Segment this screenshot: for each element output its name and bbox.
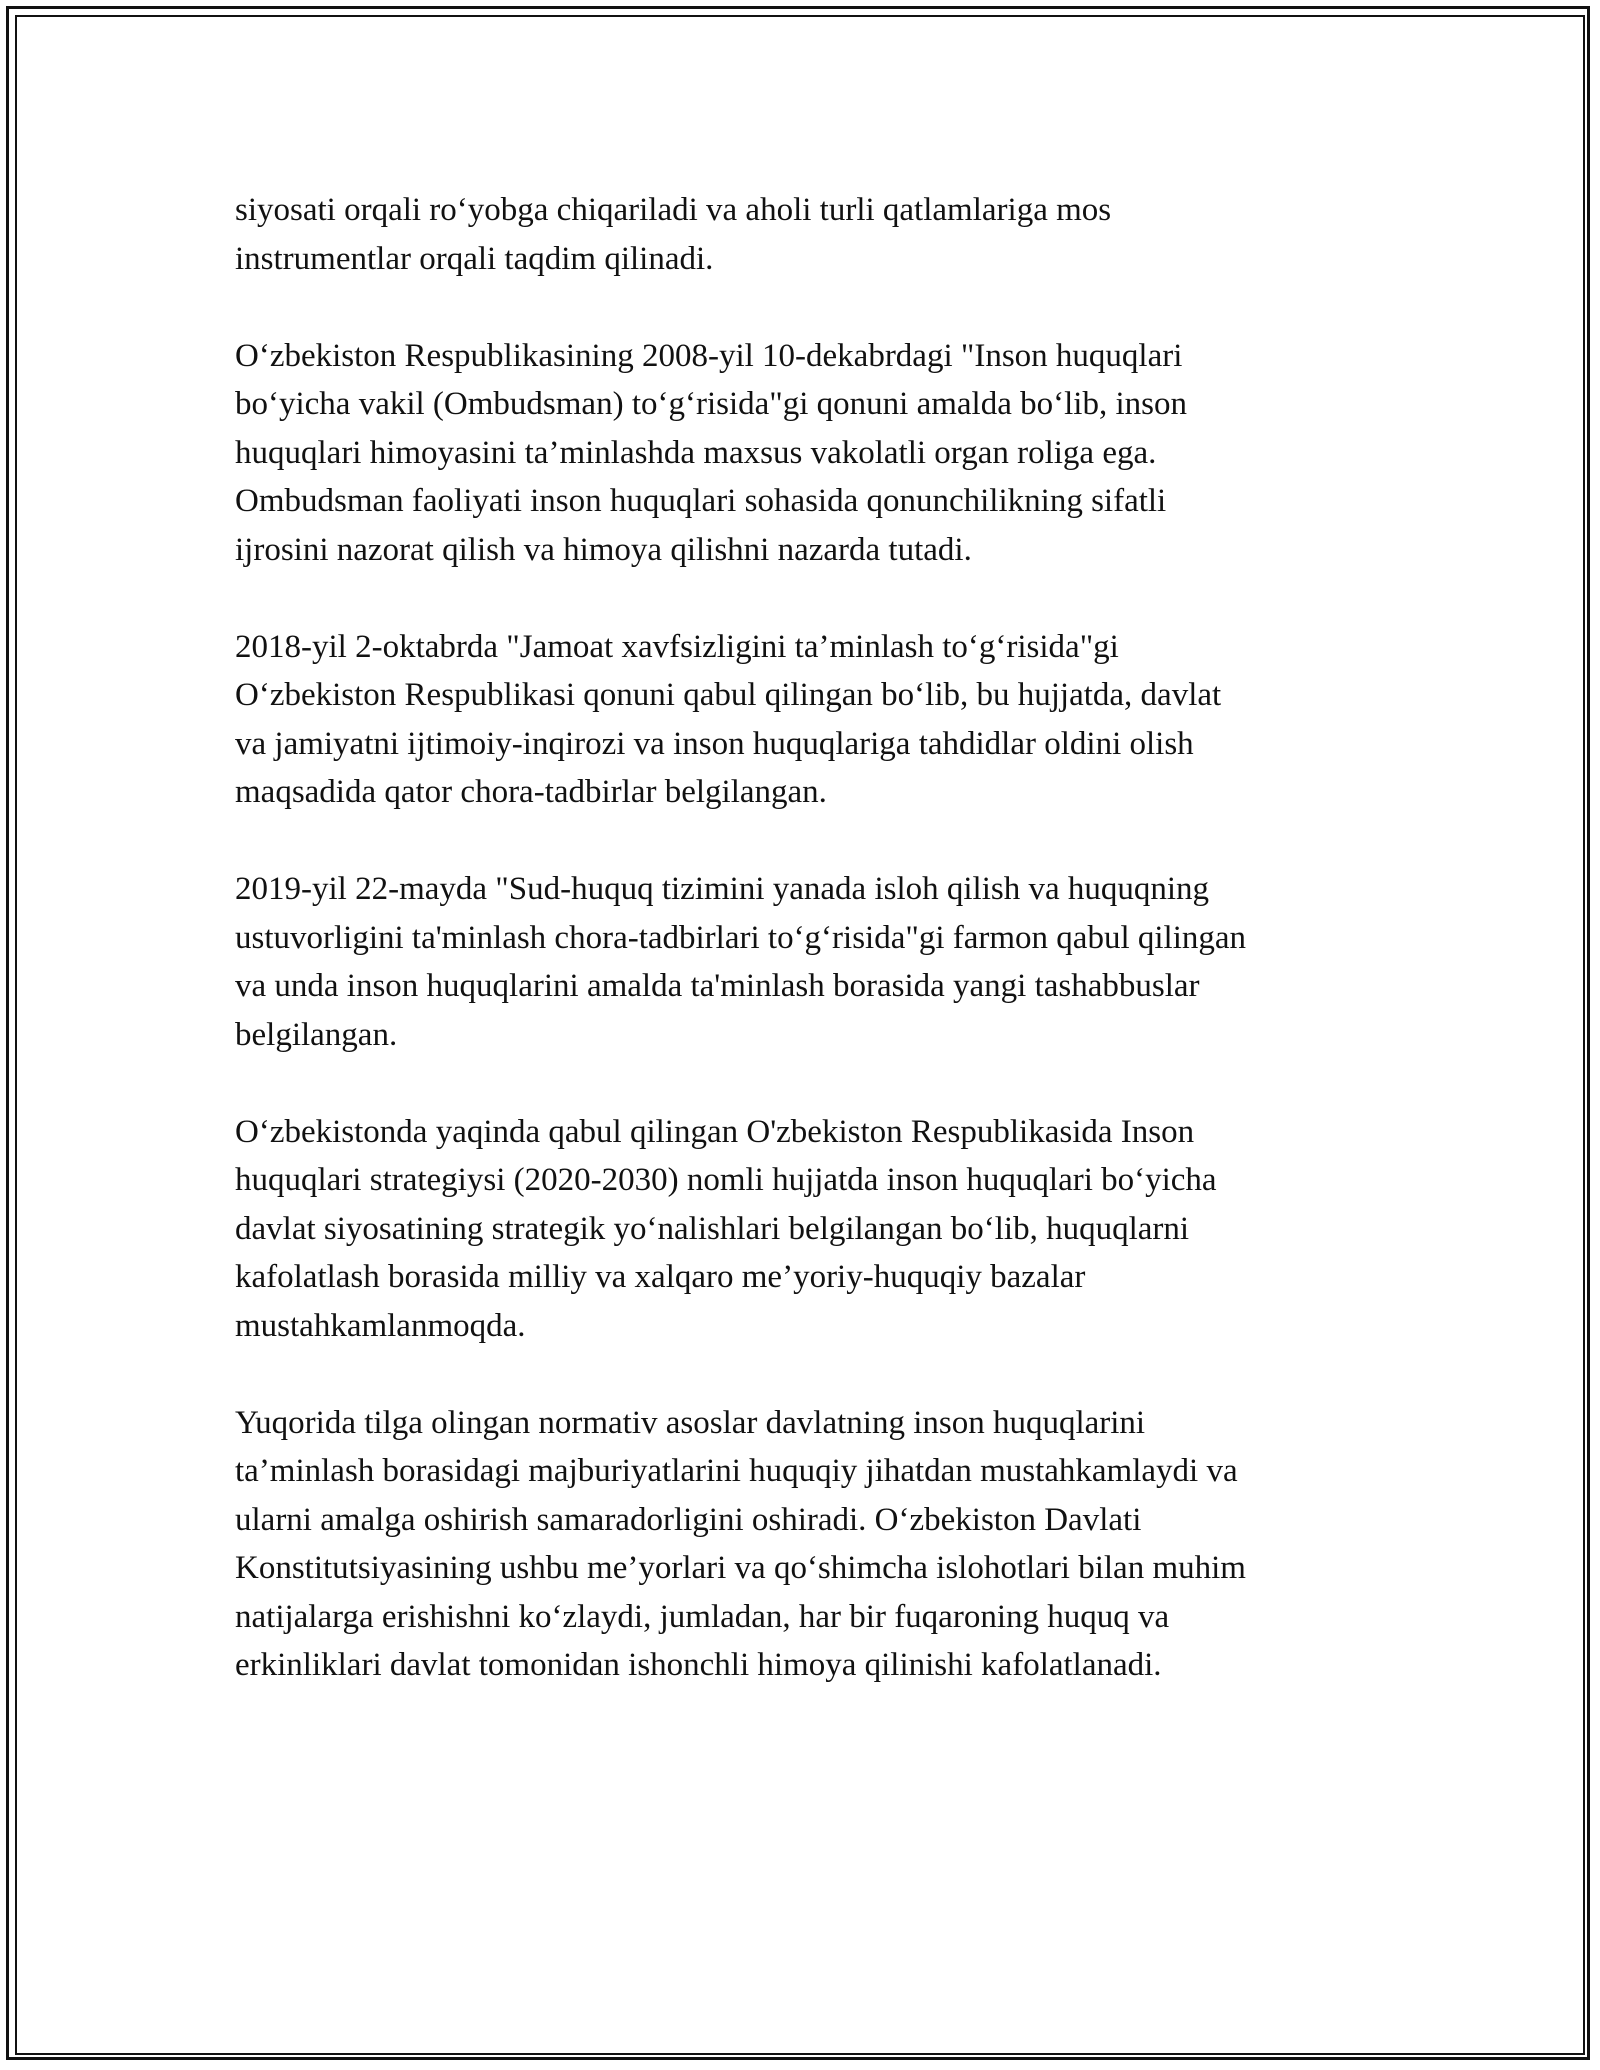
paragraph-1: siyosati orqali ro‘yobga chiqariladi va aholi turli qatlamlariga mos instrumentlar orqali taqdim qilinadi. bbox=[235, 192, 1112, 277]
document-body bbox=[235, 186, 1365, 1690]
paragraph-5: O‘zbekistonda yaqinda qabul qilingan O'zbekiston Respublikasida Inson huquqlari strategiysi (2020-2030) nomli hujjatda inson huquqlari bo‘yicha davlat siyosatining strategik yo‘nalishlari belgilangan bo‘lib, huquqlarni kafolatlash borasida milliy va xalqaro me’yoriy-huquqiy bazalar mustahkamlanmoqda. bbox=[235, 1113, 1217, 1344]
paragraph-6: Yuqorida tilga olingan normativ asoslar davlatning inson huquqlarini ta’minlash borasidagi majburiyatlarini huquqiy jihatdan mustahkamlaydi va ularni amalga oshirish samaradorligini oshiradi. O‘zbekiston Davlati Konstitutsiyasining ushbu me’yorlari va qo‘shimcha islohotlari bilan muhim natijalarga erishishni ko‘zlaydi, jumladan, har bir fuqaroning huquq va erkinliklari davlat tomonidan ishonchli himoya qilinishi kafolatlanadi. bbox=[235, 1404, 1246, 1683]
paragraph-3: 2018-yil 2-oktabrda "Jamoat xavfsizligini ta’minlash to‘g‘risida"gi O‘zbekiston Respublikasi qonuni qabul qilingan bo‘lib, bu hujjatda, davlat va jamiyatni ijtimoiy-inqirozi va inson huquqlariga tahdidlar oldini olish maqsadida qator chora-tadbirlar belgilangan. bbox=[235, 628, 1222, 810]
paragraph-4: 2019-yil 22-mayda "Sud-huquq tizimini yanada isloh qilish va huquqning ustuvorligini ta'minlash chora-tadbirlari to‘g‘risida"gi farmon qabul qilingan va unda inson huquqlarini amalda ta'minlash borasida yangi tashabbuslar belgilangan. bbox=[235, 871, 1247, 1053]
paragraph-2: O‘zbekiston Respublikasining 2008-yil 10-dekabrdagi "Inson huquqlari bo‘yicha vakil (Ombudsman) to‘g‘risida"gi qonuni amalda bo‘lib, inson huquqlari himoyasini ta’minlashda maxsus vakolatli organ roliga ega. Ombudsman faoliyati inson huquqlari sohasida qonunchilikning sifatli ijrosini nazorat qilish va himoya qilishni nazarda tutadi. bbox=[235, 337, 1187, 568]
